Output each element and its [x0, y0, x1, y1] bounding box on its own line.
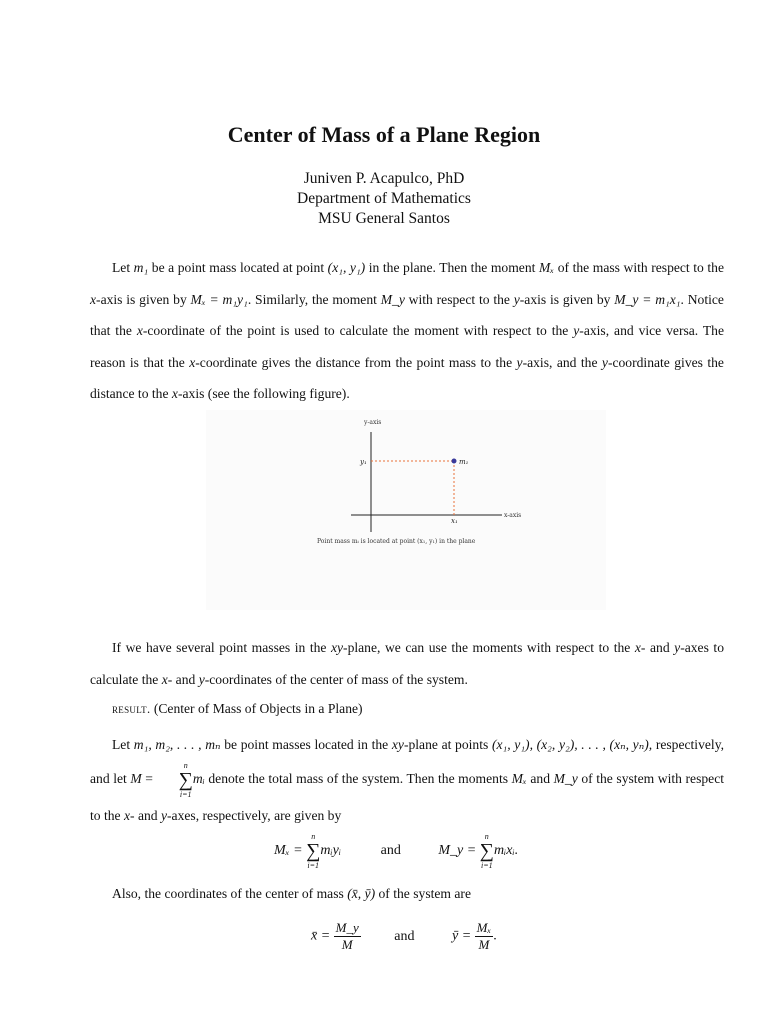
- text: . Notice that the: [90, 291, 724, 338]
- math: y: [198, 671, 205, 687]
- math: x: [136, 323, 143, 338]
- math: M_y = m₁x₁: [614, 291, 681, 307]
- author-department: Department of Mathematics: [297, 190, 471, 207]
- point-mass-dot: [452, 459, 457, 464]
- sigma-symbol: ∑: [178, 769, 193, 791]
- text: . Similarly, the moment: [247, 291, 381, 307]
- result-title: (Center of Mass of Objects in a Plane): [153, 701, 363, 716]
- text: - and: [130, 808, 161, 823]
- math: y: [601, 354, 608, 370]
- paragraph-coordinates: [90, 878, 724, 910]
- text: respectively, and let: [90, 737, 724, 787]
- math: x: [123, 808, 131, 823]
- denominator: M: [478, 937, 490, 952]
- math: y: [513, 291, 520, 307]
- text: - and: [167, 671, 199, 687]
- and-word: and: [380, 843, 401, 859]
- summation: [306, 832, 320, 870]
- x1-tick-label: x₁: [451, 517, 458, 525]
- summation: [480, 832, 494, 870]
- text: and: [526, 771, 554, 787]
- math: x: [161, 671, 168, 687]
- result-heading: [112, 701, 363, 717]
- text: Let: [112, 260, 134, 275]
- sigma-symbol: ∑: [479, 840, 494, 862]
- text: - and: [640, 640, 675, 655]
- sum-lower-limit: i=1: [480, 861, 493, 870]
- math: =: [141, 771, 157, 787]
- text: in the plane. Then the moment: [365, 260, 539, 275]
- text: denote the total mass of the system. Then the moments: [204, 771, 512, 787]
- point-mass-figure: [206, 410, 606, 610]
- math: M_y: [553, 771, 578, 787]
- paper-title: Center of Mass of a Plane Region: [227, 122, 541, 147]
- author-name: Juniven P. Acapulco, PhD: [303, 170, 465, 187]
- text: with respect to the: [404, 291, 514, 307]
- math: x̄ =: [311, 928, 331, 944]
- figure-caption: Point mass mᵢ is located at point (x₁, y₁) in the plane: [317, 538, 476, 545]
- y1-tick-label: y₁: [360, 458, 367, 466]
- text: be point masses located in the: [220, 737, 392, 752]
- denominator: M: [341, 937, 353, 952]
- math: mᵢyᵢ: [320, 843, 342, 859]
- sum-upper-limit: n: [484, 832, 489, 841]
- text: -coordinate gives the distance to the: [90, 354, 724, 401]
- math: (x̄, ȳ): [347, 886, 376, 901]
- text: Let: [112, 737, 134, 752]
- text: -axis, and the: [522, 354, 602, 370]
- text: Also, the coordinates of the center of mass: [112, 886, 348, 901]
- text: If we have several point masses in the: [112, 640, 331, 655]
- math: x: [189, 354, 196, 370]
- text: of the system are: [375, 886, 471, 901]
- text: -axis is given by: [96, 291, 191, 307]
- numerator: Mₓ: [476, 920, 492, 935]
- author-institution: MSU General Santos: [318, 210, 450, 227]
- math: mᵢ: [192, 771, 205, 787]
- text: -coordinate gives the distance from the point mass to the: [195, 354, 517, 370]
- x-axis-label: x-axis: [504, 512, 522, 519]
- period: .: [493, 928, 497, 944]
- sigma-symbol: ∑: [306, 840, 321, 862]
- math: (x₁, y₁): [327, 260, 366, 275]
- math: mᵢxᵢ.: [493, 843, 519, 859]
- math: y: [516, 354, 523, 370]
- y-axis-label: y-axis: [364, 419, 382, 426]
- math: xy: [391, 737, 404, 752]
- math: y: [160, 808, 168, 823]
- math: m₁: [133, 260, 149, 275]
- fraction: [334, 920, 361, 953]
- sum-lower-limit: i=1: [179, 790, 192, 799]
- text: -coordinates of the center of mass of the system.: [204, 671, 468, 687]
- text: -axes, respectively, are given by: [167, 808, 342, 823]
- math: xy: [330, 640, 344, 655]
- math: x: [90, 291, 97, 307]
- sum-lower-limit: i=1: [307, 861, 320, 870]
- math: m₁, m₂, . . . , mₙ: [133, 737, 221, 752]
- intro-paragraph: [90, 252, 724, 410]
- figure-svg: [206, 410, 606, 610]
- math: Mₓ: [511, 771, 527, 787]
- fraction: [475, 920, 494, 953]
- center-of-mass-equations: [311, 920, 497, 953]
- math: ȳ =: [452, 928, 472, 944]
- point-mass-label: m₁: [459, 458, 469, 466]
- math: x: [634, 640, 641, 655]
- math: x: [171, 386, 178, 401]
- math: Mₓ = m₁y₁: [190, 291, 248, 307]
- text: -axis, and vice versa. The reason is that the: [90, 323, 724, 370]
- math: y: [674, 640, 681, 655]
- text: -plane at points: [403, 737, 492, 752]
- numerator: M_y: [335, 920, 359, 935]
- paragraph-let-masses: [90, 728, 724, 832]
- text: -plane, we can use the moments with respect to the: [343, 640, 635, 655]
- math: M_y: [380, 291, 405, 307]
- math: M_y =: [438, 843, 477, 859]
- math: Mₓ =: [274, 843, 303, 859]
- text: be a point mass located at point: [148, 260, 328, 275]
- and-word: and: [394, 928, 415, 944]
- text: -axis is given by: [519, 291, 615, 307]
- text: of the system with respect to the: [90, 771, 725, 823]
- math: (x₁, y₁), (x₂, y₂), . . . , (xₙ, yₙ),: [491, 737, 653, 752]
- math: M: [130, 771, 142, 787]
- text: -axis (see the following figure).: [177, 386, 350, 401]
- sum-upper-limit: n: [183, 761, 188, 770]
- author-block: [0, 169, 768, 229]
- summation: [157, 761, 193, 799]
- text: of the mass with respect to the: [554, 260, 725, 275]
- text: -axes to calculate the: [90, 640, 724, 687]
- text: -coordinate of the point is used to calculate the moment with respect to the: [142, 323, 574, 338]
- paragraph-several-masses: [90, 632, 724, 695]
- result-label: result.: [112, 702, 151, 716]
- sum-upper-limit: n: [311, 832, 316, 841]
- math: Mₓ: [538, 260, 555, 275]
- math: y: [573, 323, 580, 338]
- moment-equations: [274, 832, 518, 870]
